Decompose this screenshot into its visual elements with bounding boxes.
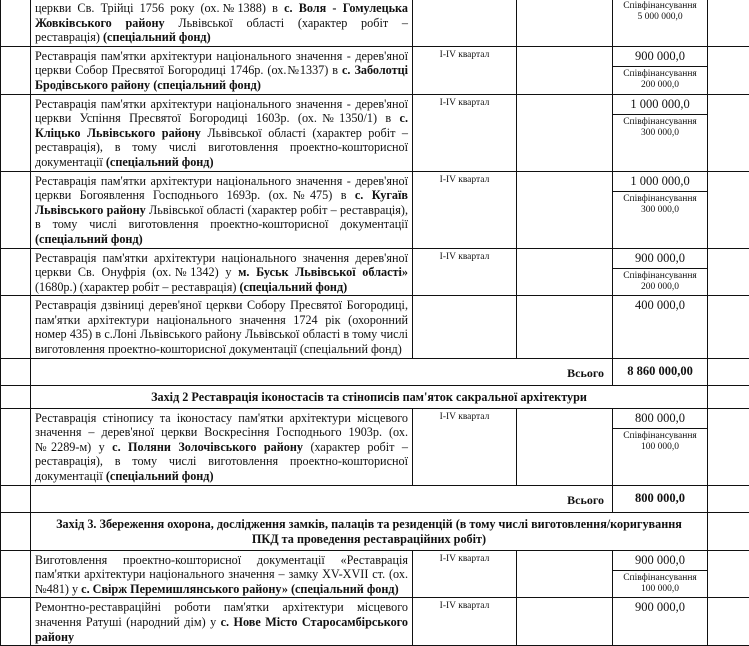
row-gap-cell	[1, 485, 31, 512]
description-part: Реставрація дзвіниці дерев'яної церкви Собору Пресвятої Богородиці, пам'ятки архітектури національного значення 1724 рік (охоронний номер 435) в с.Лоні Львівського району Львівської області в тому числі виготовлення проектно-кошторисної документації (спеціальний фонд)	[35, 298, 408, 356]
table-row	[1, 408, 749, 485]
item-period: I-IV квартал	[413, 46, 517, 94]
cofinancing-amount: 100 000,0	[613, 584, 707, 596]
blank-cell	[517, 296, 613, 358]
item-amount-cell	[613, 46, 708, 94]
cofinancing-amount: 100 000,0	[613, 442, 707, 454]
table-row	[1, 598, 749, 646]
table-row	[1, 94, 749, 171]
item-period: I-IV квартал	[413, 598, 517, 646]
description-bold-part: с. Поляни Золочівського району	[112, 440, 303, 454]
cofinancing-label: Співфінансування	[613, 67, 707, 80]
total-row	[1, 358, 749, 385]
table-row	[1, 171, 749, 248]
cofinancing-amount: 200 000,0	[613, 80, 707, 92]
item-period	[413, 0, 517, 46]
item-amount-cell	[613, 0, 708, 46]
row-tail-cell	[708, 550, 749, 598]
description-bold-part: (спеціальний фонд)	[103, 30, 211, 44]
item-period: I-IV квартал	[413, 550, 517, 598]
row-gap-cell	[1, 385, 31, 408]
cofinancing-label: Співфінансування	[613, 429, 707, 442]
row-tail-cell	[708, 248, 749, 296]
row-tail-cell	[708, 408, 749, 485]
description-bold-part: с. Воля - Гомулецька Жовківського району	[35, 1, 408, 30]
row-tail-cell	[708, 598, 749, 646]
description-part: Львівської області (характер робіт – реставрація)	[35, 16, 408, 45]
cofinancing-amount: 300 000,0	[613, 128, 707, 140]
row-tail-cell	[708, 485, 749, 512]
blank-cell	[517, 550, 613, 598]
table-row	[1, 46, 749, 94]
description-bold-part: (спеціальний фонд)	[240, 280, 348, 294]
description-part: Реставрація пам'ятки архітектури національного значення - дерев'яної церкви Успіння Пресвятої Богородиці 1603р. (ох.№1350/1) в	[35, 97, 408, 126]
section-header-row	[1, 512, 749, 550]
row-tail-cell	[708, 0, 749, 46]
blank-cell	[517, 171, 613, 248]
cofinancing-label: Співфінансування	[613, 0, 707, 12]
item-amount-cell	[613, 94, 708, 171]
item-description	[31, 550, 413, 598]
cofinancing-amount: 200 000,0	[613, 282, 707, 294]
budget-table-body	[1, 0, 749, 646]
row-gap-cell	[1, 598, 31, 646]
blank-cell	[517, 0, 613, 46]
cofinancing-amount: 5 000 000,0	[613, 12, 707, 24]
table-row	[1, 296, 749, 358]
description-part: Виготовлення проектно-кошторисної документації «Реставрація пам'ятки архітектури національного значення – замку XV-XVII ст. (ох.№481) у	[35, 553, 408, 596]
section-header-row	[1, 385, 749, 408]
description-bold-part: с. Кліцько Львівського району	[35, 111, 408, 140]
description-part: Львівської області (характер робіт – реставрація), в тому числі виготовлення проектно-кошторисної документації	[35, 126, 408, 169]
total-row	[1, 485, 749, 512]
description-part: (1680р.) (характер робіт – реставрація)	[35, 280, 240, 294]
item-amount: 900 000,0	[613, 249, 707, 269]
description-bold-part: (спеціальний фонд)	[35, 232, 143, 246]
row-tail-cell	[708, 296, 749, 358]
item-description	[31, 248, 413, 296]
section-title: Захід 3. Збереження охорона, дослідження замків, палаців та резиденцій (в тому числі виготовлення/коригування ПКД та проведення реставраційних робіт)	[31, 512, 708, 550]
row-gap-cell	[1, 550, 31, 598]
table-row	[1, 0, 749, 46]
item-amount-cell	[613, 550, 708, 598]
item-description	[31, 0, 413, 46]
table-row	[1, 550, 749, 598]
row-gap-cell	[1, 248, 31, 296]
cofinancing-label: Співфінансування	[613, 571, 707, 584]
total-label: Всього	[31, 485, 613, 512]
description-part: Реставрація пам'ятки архітектури національного значення - дерев'яної церкви Богоявлення Господнього 1693р. (ох.№475) в	[35, 174, 408, 203]
description-bold-part: (спеціальний фонд)	[153, 78, 261, 92]
total-label: Всього	[31, 358, 613, 385]
cofinancing-label: Співфінансування	[613, 115, 707, 128]
item-amount-cell	[613, 248, 708, 296]
item-period: I-IV квартал	[413, 94, 517, 171]
item-period	[413, 296, 517, 358]
row-tail-cell	[708, 171, 749, 248]
blank-cell	[517, 598, 613, 646]
row-gap-cell	[1, 46, 31, 94]
row-tail-cell	[708, 512, 749, 550]
description-part: церкви Св. Трійці 1756 року (ох.№1388) в	[35, 1, 284, 15]
item-description	[31, 94, 413, 171]
description-part: (характер робіт – реставрація), в тому числі виготовлення проектно-кошторисної документації	[35, 440, 408, 483]
item-description	[31, 598, 413, 646]
row-gap-cell	[1, 296, 31, 358]
description-part: Львівської області (характер робіт – реставрація), в тому числі виготовлення проектно-кошторисної документації	[35, 203, 408, 232]
item-description	[31, 171, 413, 248]
description-bold-part: с. Кугаїв Львівського району	[35, 188, 408, 217]
row-gap-cell	[1, 0, 31, 46]
item-description	[31, 408, 413, 485]
description-bold-part: с. Заболотці Бродівського району	[35, 63, 408, 92]
blank-cell	[517, 94, 613, 171]
table-row	[1, 248, 749, 296]
description-bold-part: с. Свірж Перемишлянського району» (спеціальний фонд)	[81, 582, 398, 596]
section-title: Захід 2 Реставрація іконостасів та стінописів пам'яток сакральної архітектури	[31, 385, 708, 408]
item-amount: 800 000,0	[613, 409, 707, 429]
blank-cell	[517, 408, 613, 485]
row-tail-cell	[708, 358, 749, 385]
cofinancing-label: Співфінансування	[613, 269, 707, 282]
item-amount-cell	[613, 598, 708, 646]
description-part: Ремонтно-реставраційні роботи пам'ятки архітектури місцевого значення Ратуші (народний дім) у	[35, 600, 408, 629]
item-period: I-IV квартал	[413, 408, 517, 485]
item-amount: 900 000,0	[613, 551, 707, 571]
item-amount: 1 000 000,0	[613, 172, 707, 192]
item-description	[31, 46, 413, 94]
item-amount-cell	[613, 296, 708, 358]
description-bold-part: м. Буськ Львівської області»	[238, 265, 408, 279]
description-bold-part: (спеціальний фонд)	[106, 155, 214, 169]
item-period: I-IV квартал	[413, 171, 517, 248]
item-amount-cell	[613, 408, 708, 485]
total-amount: 800 000,0	[613, 485, 708, 512]
row-tail-cell	[708, 94, 749, 171]
row-gap-cell	[1, 358, 31, 385]
cofinancing-amount: 300 000,0	[613, 205, 707, 217]
item-period: I-IV квартал	[413, 248, 517, 296]
description-bold-part: с. Нове Місто Старосамбірського району	[35, 615, 408, 644]
row-tail-cell	[708, 385, 749, 408]
row-gap-cell	[1, 171, 31, 248]
description-bold-part: (спеціальний фонд)	[106, 469, 214, 483]
blank-cell	[517, 46, 613, 94]
row-gap-cell	[1, 94, 31, 171]
blank-cell	[517, 248, 613, 296]
item-amount: 900 000,0	[613, 47, 707, 67]
item-amount: 400 000,0	[613, 296, 707, 315]
description-part: Реставрація стінопису та іконостасу пам'ятки архітектури місцевого значення – дерев'яної церкви Воскресіння Господнього 1903р. (ох.№2289-м) у	[35, 411, 408, 454]
item-amount: 900 000,0	[613, 598, 707, 617]
cofinancing-label: Співфінансування	[613, 192, 707, 205]
description-part: Реставрація пам'ятки архітектури національного значення дерев'яної церкви Св. Онуфрія (ох.№1342) у	[35, 251, 408, 280]
item-description	[31, 296, 413, 358]
row-gap-cell	[1, 512, 31, 550]
item-amount-cell	[613, 171, 708, 248]
row-tail-cell	[708, 46, 749, 94]
row-gap-cell	[1, 408, 31, 485]
item-amount: 1 000 000,0	[613, 95, 707, 115]
total-amount: 8 860 000,00	[613, 358, 708, 385]
description-part: Реставрація пам'ятки архітектури національного значення - дерев'яної церкви Собор Пресвятої Богородиці 1746р. (ох.№1337) в	[35, 49, 408, 78]
